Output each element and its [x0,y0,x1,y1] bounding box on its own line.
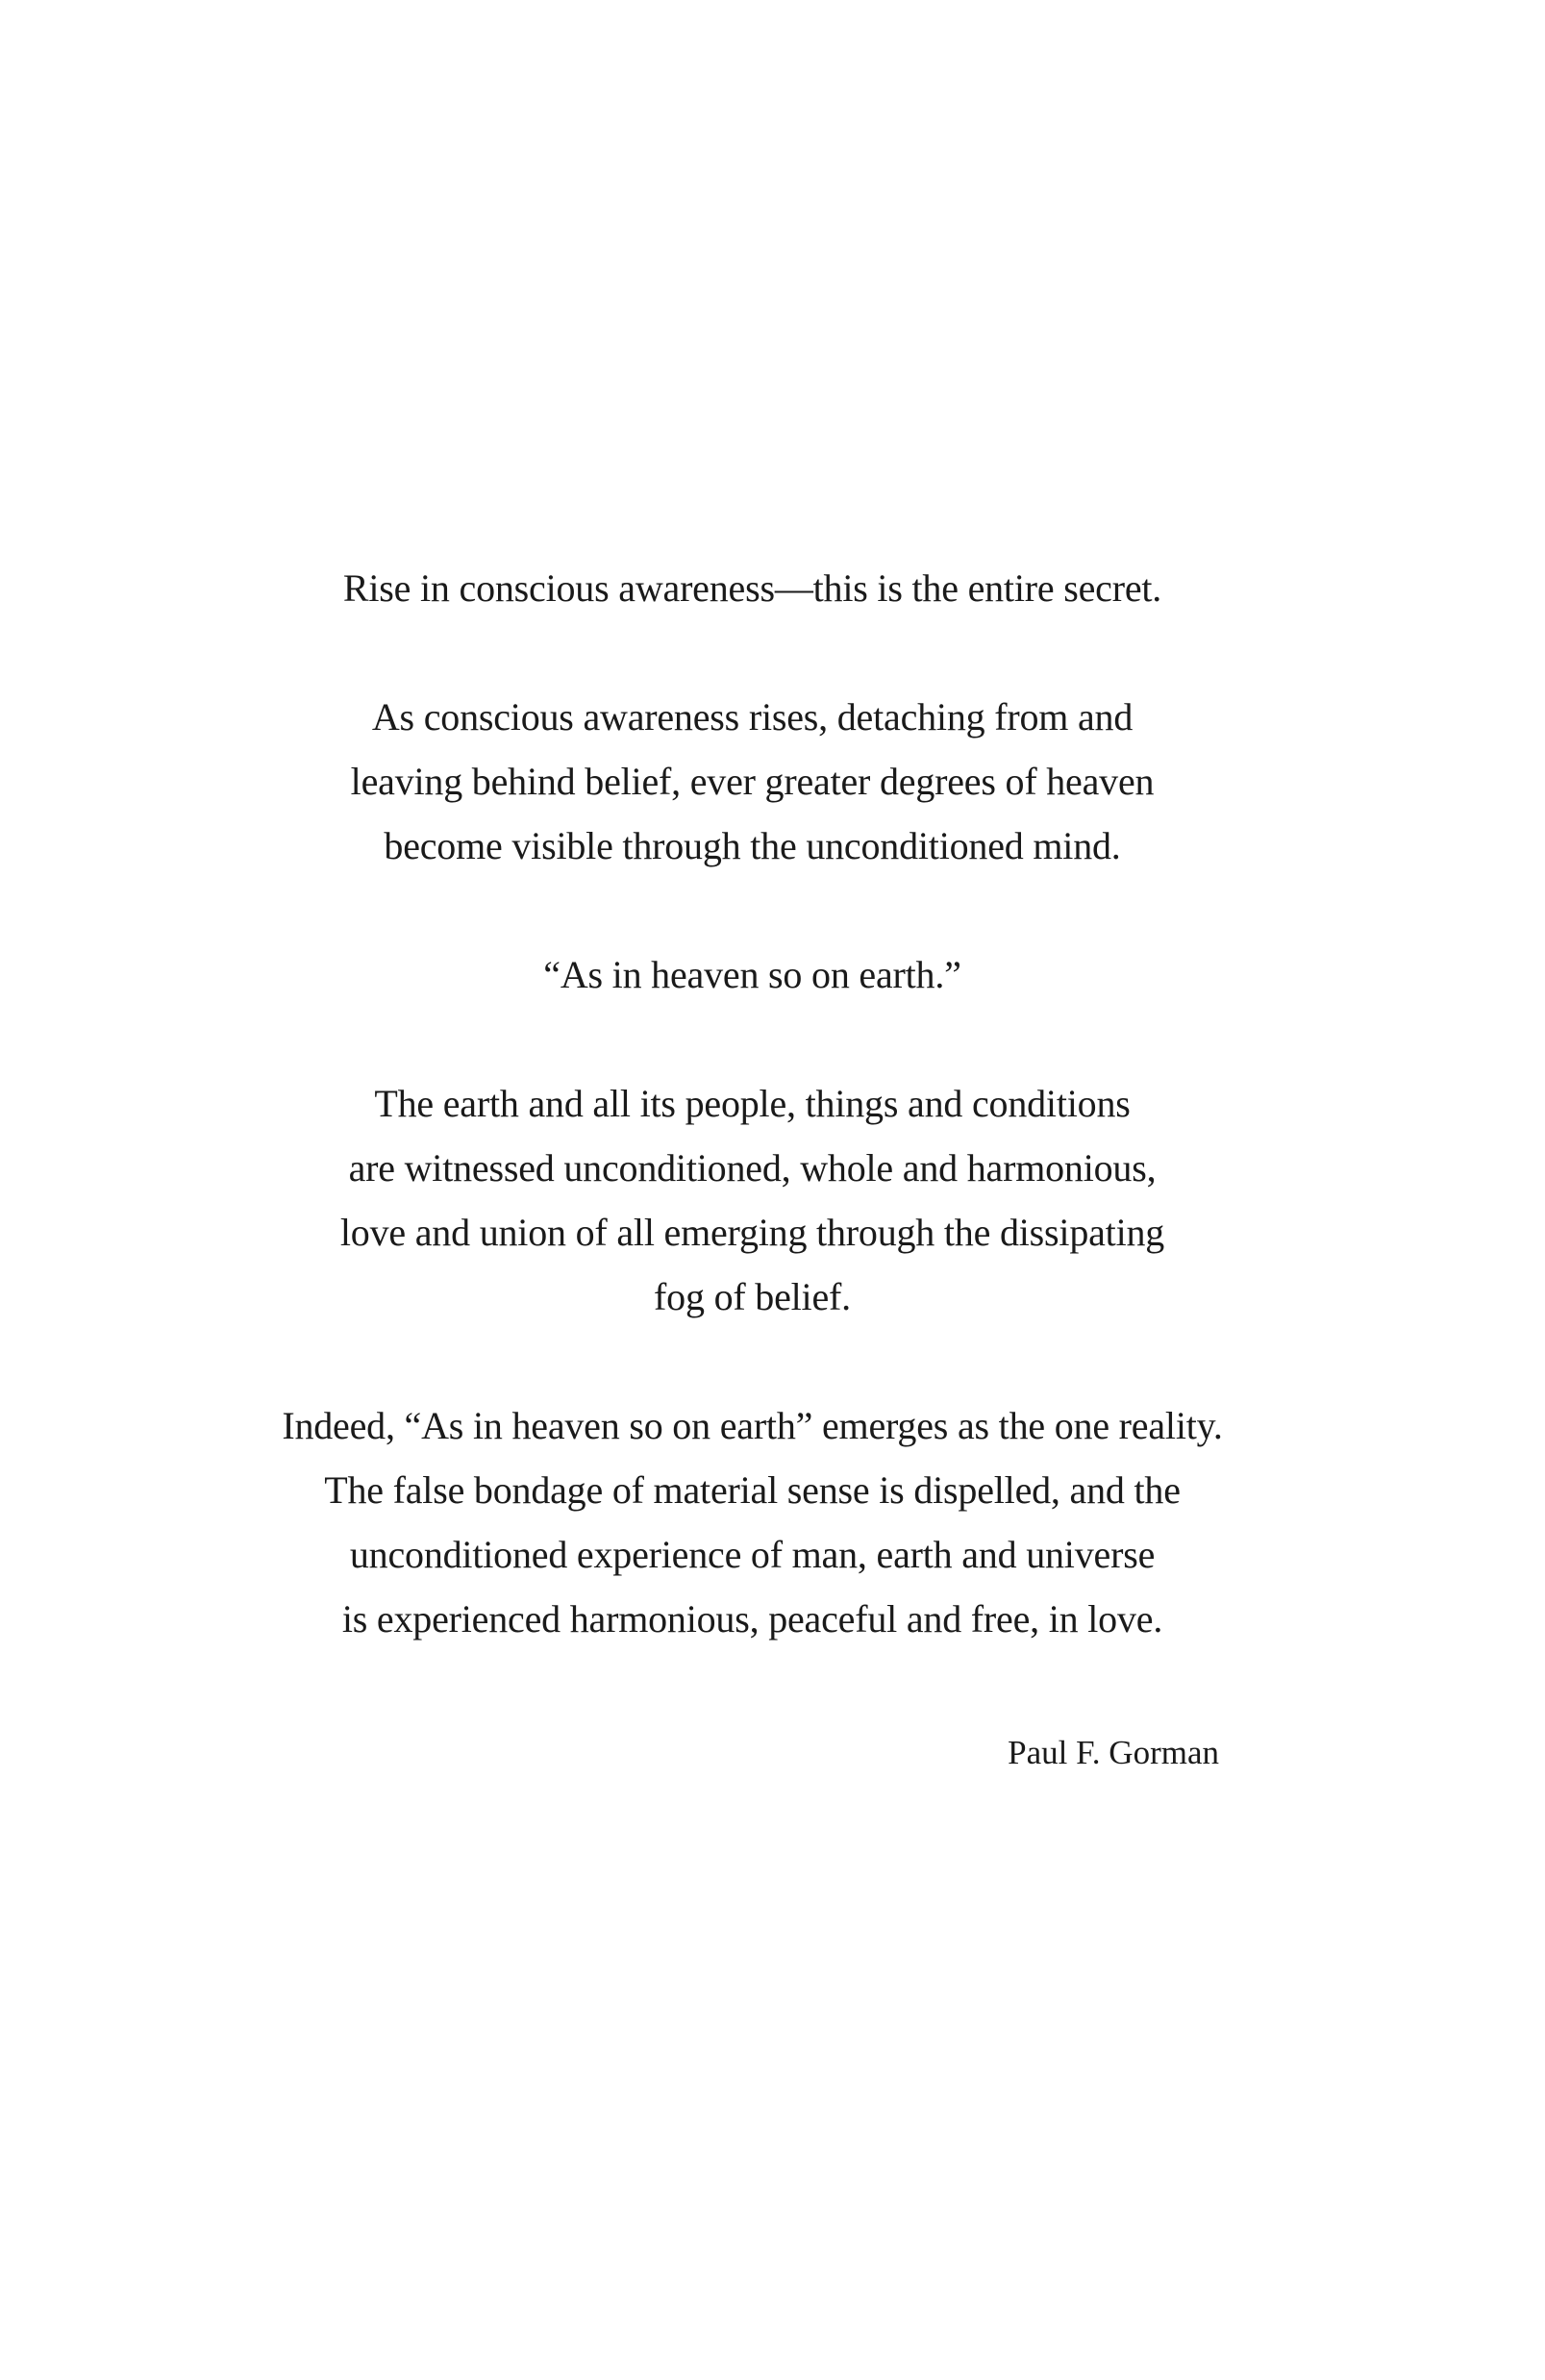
poem-line: are witnessed unconditioned, whole and harmonious, [348,1146,1157,1190]
stanza-1 [0,556,1505,620]
poem-line: become visible through the unconditioned mind. [384,824,1121,867]
poem-line: The false bondage of material sense is dispelled, and the [324,1468,1181,1512]
poem-line: “As in heaven so on earth.” [543,953,961,996]
poem-line: Rise in conscious awareness—this is the entire secret. [342,566,1162,610]
poem-line: As conscious awareness rises, detaching from and [371,695,1134,739]
stanza-2 [0,685,1505,878]
poem-line: love and union of all emerging through the dissipating [339,1211,1165,1254]
stanza-4 [0,1071,1505,1329]
author-signature: Paul F. Gorman [1008,1734,1219,1771]
stanza-3 [0,942,1505,1007]
poem-line: is experienced harmonious, peaceful and free, in love. [341,1597,1163,1641]
poem-line: The earth and all its people, things and conditions [374,1082,1131,1125]
poem-line: leaving behind belief, ever greater degrees of heaven [350,760,1155,803]
poem-line: fog of belief. [654,1275,851,1318]
poem-line: unconditioned experience of man, earth and universe [349,1533,1156,1576]
poem-line: Indeed, “As in heaven so on earth” emerges as the one reality. [282,1404,1223,1447]
poem-body [0,556,1505,1651]
stanza-5 [0,1393,1505,1651]
